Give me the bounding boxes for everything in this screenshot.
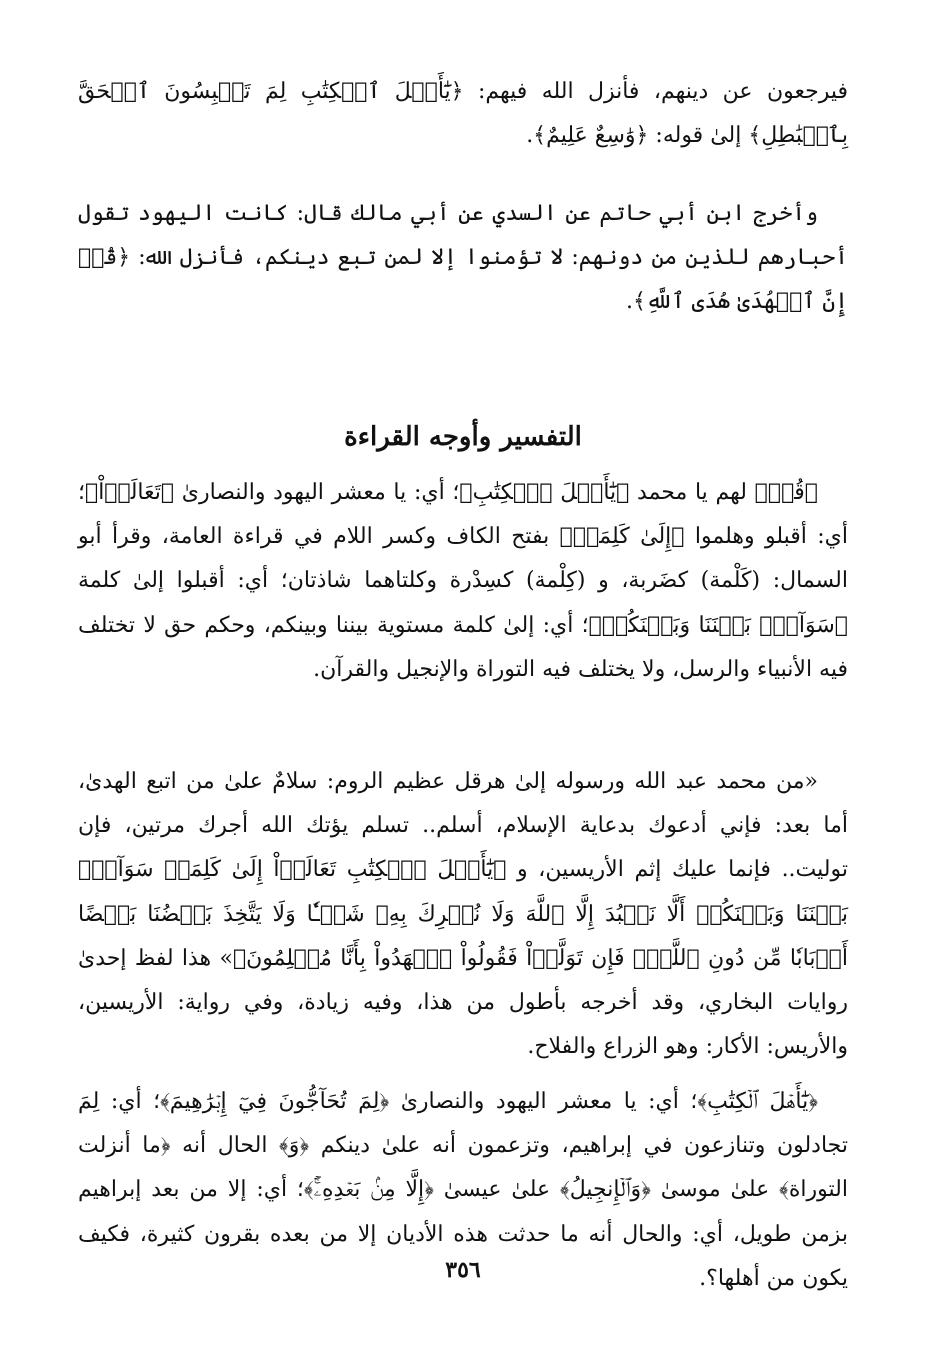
paragraph-2-text: وأخرج ابن أبي حاتم عن السدي عن أبي مالك قال: كانت اليهود تقول أحبارهم للذين من دونهم: لا تؤمنوا إلا لمن تبع دينكم، فأنزل الله: ﴿قُلۡ إِنَّ ٱلۡهُدَىٰ هُدَى ٱللَّهِ﴾. xyxy=(78,201,848,315)
paragraph-2 xyxy=(78,192,848,325)
paragraph-4 xyxy=(78,760,848,1069)
paragraph-3-text: ﴿قُلۡ﴾ لهم يا محمد ﴿يَٰٓأَهۡلَ ٱلۡكِتَٰبِ﴾؛ أي: يا معشر اليهود والنصارىٰ ﴿تَعَالَوۡاْ﴾؛ أي: أقبلو وهلموا ﴿إِلَىٰ كَلِمَةٖ﴾ بفتح الكاف وكسر اللام في قراءة العامة، وقرأ أبو السمال: (كَلْمة) كضَربة، و (كِلْمة) كسِدْرة وكلتاهما شاذتان؛ أي: أقبلوا إلىٰ كلمة ﴿سَوَآءِۭ بَيۡنَنَا وَبَيۡنَكُمۡ﴾؛ أي: إلىٰ كلمة مستوية بيننا وبينكم، وحكم حق لا تختلف فيه الأنبياء والرسل، ولا يختلف فيه التوراة والإنجيل والقرآن. xyxy=(78,480,849,682)
document-page xyxy=(78,70,848,1320)
paragraph-3 xyxy=(78,471,848,692)
paragraph-4-text: «من محمد عبد الله ورسوله إلىٰ هرقل عظيم الروم: سلامٌ علىٰ من اتبع الهدىٰ، أما بعد: فإني أدعوك بدعاية الإسلام، أسلم.. تسلم يؤتك الله أجرك مرتين، فإن توليت.. فإنما عليك إثم الأريسين، و ﴿يَٰٓأَهۡلَ ٱلۡكِتَٰبِ تَعَالَوۡاْ إِلَىٰ كَلِمَةٖ سَوَآءِۭ بَيۡنَنَا وَبَيۡنَكُمۡ أَلَّا نَعۡبُدَ إِلَّا ٱللَّهَ وَلَا نُشۡرِكَ بِهِۦ شَيۡـٔٗا وَلَا يَتَّخِذَ بَعۡضُنَا بَعۡضًا أَرۡبَابٗا مِّن دُونِ ٱللَّهِۚ فَإِن تَوَلَّوۡاْ فَقُولُواْ ٱشۡهَدُواْ بِأَنَّا مُسۡلِمُونَ﴾» هذا لفظ إحدىٰ روايات البخاري، وقد أخرجه بأطول من هذا، وفيه زيادة، وفي رواية: الأريسين، والأريس: الأكار: وهو الزراع والفلاح. xyxy=(78,769,848,1060)
page-number: ٣٥٦ xyxy=(445,1257,481,1283)
paragraph-5-text: ﴿يَٰٓأَهۡلَ ٱلۡكِتَٰبِ﴾؛ أي: يا معشر اليهود والنصارىٰ ﴿لِمَ تُحَآجُّونَ فِيٓ إِبۡرَٰهِيمَ﴾؛ أي: لِمَ تجادلون وتنازعون في إبراهيم، وتزعمون أنه علىٰ دينكم ﴿وَ﴾ الحال أنه ﴿ما أنزلت التوراة﴾ علىٰ موسىٰ ﴿وَٱلۡإِنجِيلُ﴾ علىٰ عيسىٰ ﴿إِلَّا مِنۢ بَعۡدِهِۦٓۚ﴾؛ أي: إلا من بعد إبراهيم بزمن طويل، أي: والحال أنه ما حدثت هذه الأديان إلا من بعده بقرون كثيرة، فكيف يكون من أهلها؟. xyxy=(78,1089,848,1291)
paragraph-1: فيرجعون عن دينهم، فأنزل الله فيهم: ﴿يَٰٓأَهۡلَ ٱلۡكِتَٰبِ لِمَ تَلۡبِسُونَ ٱلۡحَقَّ بِٱلۡبَٰطِلِ﴾ إلىٰ قوله: ﴿وَٰسِعٌ عَلِيمٌ﴾. xyxy=(78,79,848,149)
section-heading: التفسير وأوجه القراءة xyxy=(344,422,582,452)
